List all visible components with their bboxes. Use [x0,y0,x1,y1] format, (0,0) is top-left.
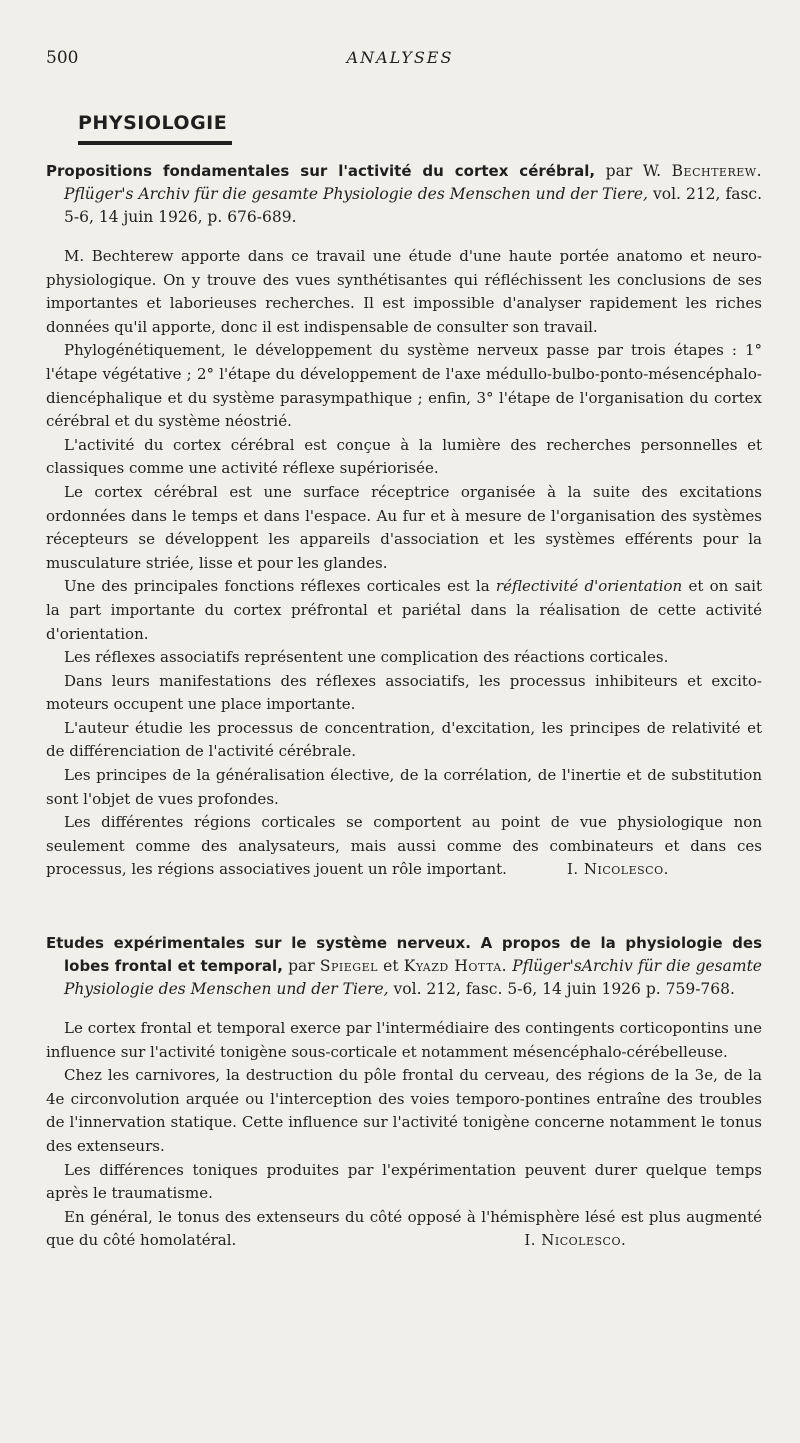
article-2-and: et [377,957,404,975]
section-title: PHYSIOLOGIE [78,112,228,134]
article-1-reference [46,160,762,229]
article-1-paragraph: L'auteur étudie les processus de concentration, d'excitation, les principes de relativité et de différenciation de l'activité cérébrale. [46,718,762,761]
article-2-text: En général, le tonus des extenseurs du côté opposé à l'hémisphère lésé est plus augmenté que du côté homolatéral. [46,1207,762,1250]
article-1-paragraph: M. Bechterew apporte dans ce travail une étude d'une haute portée anatomo et neuro-physiologique. On y trouve des vues synthétisantes qui réfléchissent les conclusions de ses importantes et laborieuses recherches. Il est impossible d'analyser rapidement les riches données qu'il apporte, donc il est indispensable de consulter son travail. [46,247,762,336]
article-1-paragraph: Dans leurs manifestations des réflexes associatifs, les processus inhibiteurs et excito-moteurs occupent une place importante. [46,671,762,714]
article-1-journal: Pflüger's Archiv für die gesamte Physiologie des Menschen und der Tiere, [64,185,648,203]
article-1-paragraph: Les principes de la généralisation élective, de la corrélation, de l'inertie et de substitution sont l'objet de vues profondes. [46,766,762,808]
article-2-paragraph: Chez les carnivores, la destruction du pôle frontal du cerveau, des régions de la 3e, de la 4e circonvolution arquée ou l'interception des voies temporo-pontines entraîne des troubles de l'innervation statique. Cette influence sur l'activité tonigène concerne notamment le tonus des extenseurs. [46,1066,762,1155]
article-1 [46,160,762,882]
article-2-signature: I. Nicolesco. [524,1231,627,1250]
article-1-title: Propositions fondamentales sur l'activité du cortex cérébral, [46,162,596,180]
section-rule [78,141,232,145]
article-1-paragraph [46,811,762,882]
article-2-by: par [282,957,320,975]
article-1-text: Les différentes régions corticales se comportent au point de vue physiologique non seulement comme des analysateurs, mais aussi comme des combinateurs et dans ces processus, les régions associatives jouent un rôle important. [46,813,762,879]
article-2-paragraph: Le cortex frontal et temporal exerce par l'intermédiaire des contingents corticopontins une influence sur l'activité tonigène sous-corticale et notamment mésencéphalo-cérébelleuse. [46,1019,762,1061]
article-2-details: vol. 212, fasc. 5-6, 14 juin 1926 p. 759-768. [388,980,735,998]
article-2-author-1: Spiegel [319,957,378,975]
article-1-text: Une des principales fonctions réflexes corticales est la [64,577,496,596]
article-1-emphasis: réflectivité d'orientation [495,577,683,596]
article-2-body [46,1017,762,1253]
article-2-paragraph: Les différences toniques produites par l'expérimentation peuvent durer quelque temps après le traumatisme. [46,1160,762,1203]
article-2-reference [46,932,762,1001]
article-2 [46,932,762,1253]
article-2-paragraph [46,1206,762,1253]
article-1-by: par W. [595,162,672,180]
article-1-paragraph: L'activité du cortex cérébral est conçue à la lumière des recherches personnelles et classiques comme une activité réflexe supériorisée. [46,435,762,478]
article-1-paragraph [46,575,762,646]
article-2-title: Etudes expérimentales sur le système nerveux. A propos de la physiologie des lobes frontal et temporal, [46,934,762,975]
page-number: 500 [46,48,79,68]
article-1-paragraph: Les réflexes associatifs représentent une complication des réactions corticales. [64,648,669,667]
article-2-journal: Pflüger'sArchiv für die gesamte Physiologie des Menschen und der Tiere, [64,957,762,998]
article-1-details: vol. 212, fasc. 5-6, 14 juin 1926, p. 676-689. [64,185,763,226]
article-1-paragraph: Phylogénétiquement, le développement du système nerveux passe par trois étapes : 1° l'étape végétative ; 2° l'étape du développement de l'axe médullo-bulbo-ponto-mésencéphalo-diencéphalique et du système parasympathique ; enfin, 3° l'étape de l'organisation du cortex cérébral et du système néostrié. [46,341,762,431]
article-1-paragraph: Le cortex cérébral est une surface réceptrice organisée à la suite des excitations ordonnées dans le temps et dans l'espace. Au fur et à mesure de l'organisation des systèmes récepteurs se développent les appareils d'association et les systèmes efférents pour la musculature striée, lisse et pour les glandes. [46,482,762,572]
article-1-text: et on sait la part importante du cortex préfrontal et pariétal dans la réalisation de cette activité d'orientation. [46,577,763,643]
article-1-author: Bechterew. [671,162,762,180]
article-1-signature: I. Nicolesco. [566,860,669,879]
article-1-body [46,245,762,882]
running-title: ANALYSES [346,48,454,67]
article-2-author-2: Kyazd Hotta. [403,957,508,975]
